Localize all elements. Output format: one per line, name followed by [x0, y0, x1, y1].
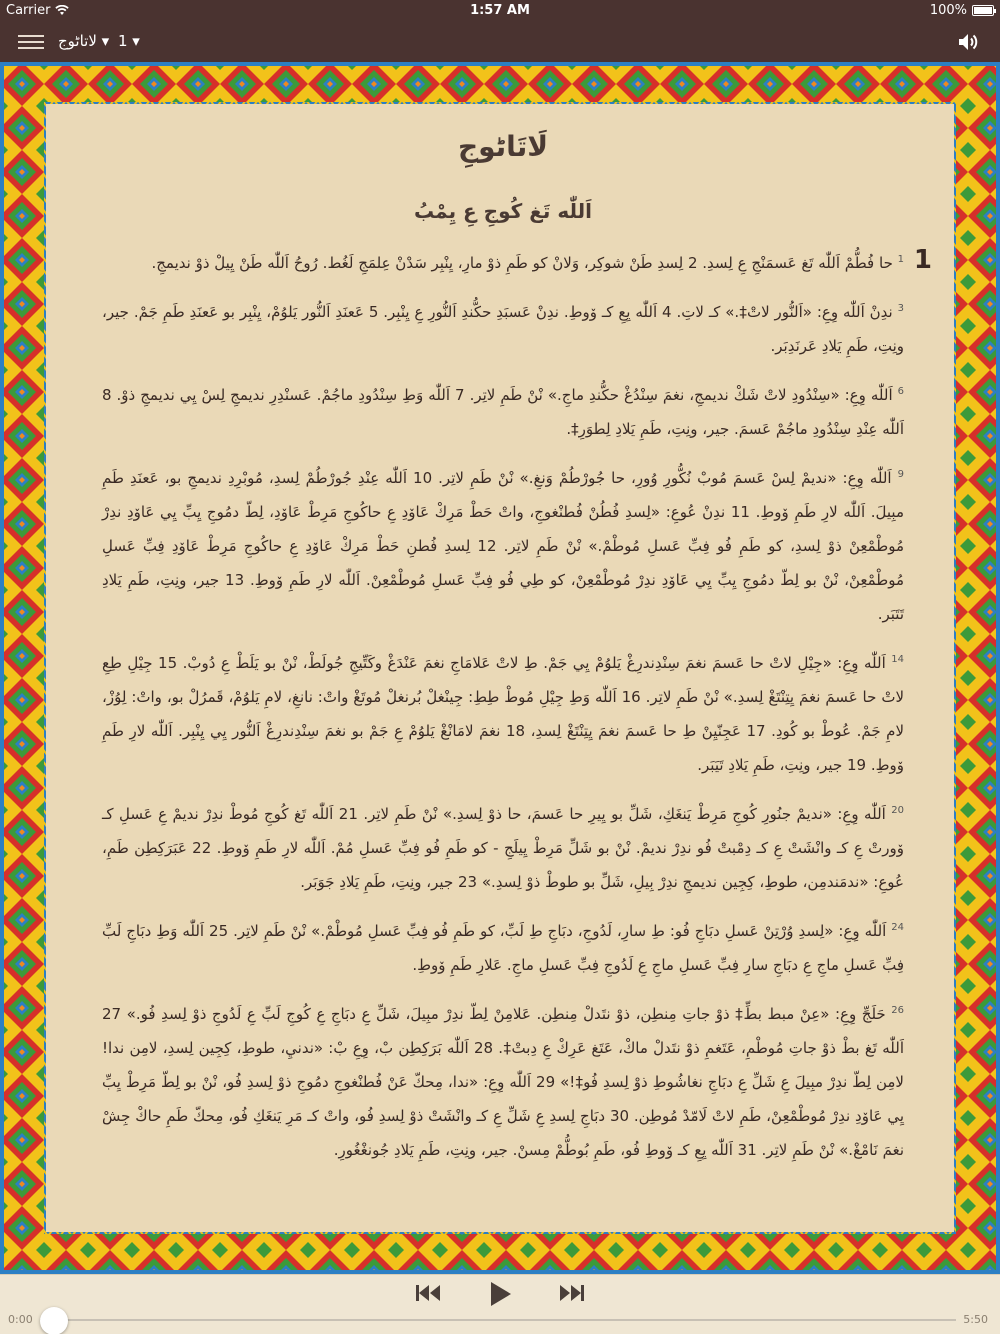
verse-text: اَللّٰه وِعِ: «لِسدِ وُرْتِنْ عَسلِ دبَاجِ فُو: طِ سارِ، لَدُوجِ، دبَاجِ طِ لَبِّ، كو طَمِ فُو فِبِّ عَسلِ مُوطْمْ.» نْنْ طَمِ لاتِر. 25 اَللّٰه وَطِ دبَاجِ لَبِّ فِبِّ عَسلِ ماجِ عِ دبَاجِ سارِ فِبِّ عَسلِ ماجِ عِ لَدُوجِ فِبِّ عَسلِ ماجِ. عَلارِ طَمِ ۆوطِ. — [102, 922, 904, 974]
verse-number: 14 — [891, 654, 904, 665]
verse-text: اَللّٰه وِعِ: «نديمْ لِسْ عَسمَ مُوبْ نُكُّورِ وُورِ، حا جُورْطُمْ وَنغِ.» نْنْ طَمِ لاتِر. 10 اَللّٰه عِنْدِ جُورْطُمْ لِسدِ، مُوبْرِدِ نديمجِ بو، عَعنَدِ طَمِ مبِيلَ. اَللّٰه لارِ طَمِ ۆوطِ. 11 ندِنْ عُوعِ: «لِسدِ فُطُنْ فُطنْغوجِ، واتْ حَطْ مَرِكْ عَاۆدِ عِ حاكُوجِ مَرِطْ عَاۆدِ، لِطّ دمُوجِ يِبِّ يِي عَاۆدِ ندِرْ مُوطْمْعِنْ ذوْ لِسدِ، كو طَمِ فُو فِبِّ عَسلِ مُوطْمْ.» نْنْ طَمِ لاتِر. 12 لِسدِ فُطنِ حَطْ مَرِكْ عَاۆدِ عِ حاكُوجِ مَرِطْ عَاۆدِ فِبِّ عَسلِ مُوطْمْعِنْ، نْنْ بو لِطّ دمُوجِ يِبِّ يِي عَاۆدِ ندِرْ مُوطْمْعِنْ، كو طِي فُو فِبِّ عَسلِ مُوطْمْعِنْ. اَللّٰه لارِ طَمِ ۆوطِ. 13 جير، ونِتِ، طَمِ يَلادِ تَتَبَر. — [102, 469, 904, 623]
verse-paragraph[interactable] — [102, 994, 904, 1167]
verse-paragraph[interactable] — [102, 643, 904, 782]
audio-player — [0, 1274, 1000, 1334]
verse-text: حا فُطُّمْ اَللّٰه تَغ عَسمَنْجِ عِ لِسدِ. 2 لِسدِ طَنْ شوكِر، وَلانْ كو طَمِ ذوْ مارِ، يِنْبِر سَدْنْ عِلمَجِ لَغُط. رُوحُ اَللّٰه طَنْ يِيلْ ذوْ نديمجِ. — [151, 254, 893, 272]
battery-icon — [972, 5, 994, 16]
verse-paragraph[interactable] — [102, 375, 904, 446]
verse-number: 6 — [897, 386, 904, 397]
carrier-label: Carrier — [6, 3, 51, 18]
verse-number: 20 — [891, 805, 904, 816]
verse-paragraph[interactable] — [102, 911, 904, 982]
progress-thumb[interactable] — [40, 1307, 68, 1334]
section-heading: اَللّٰه تَغ كُوجِ عِ يِمْبُ — [413, 199, 593, 223]
elapsed-time: 0:00 — [8, 1313, 33, 1326]
menu-icon[interactable] — [18, 31, 44, 53]
verse-number: 26 — [891, 1005, 904, 1016]
verse-paragraph[interactable] — [102, 243, 932, 280]
status-bar — [0, 0, 1000, 22]
chapter-selector[interactable]: 1 ▾ — [118, 32, 140, 50]
verse-paragraph[interactable] — [102, 794, 904, 899]
book-title: لَاتَاٹوجِ — [457, 130, 549, 163]
chapter-number: 1 — [913, 245, 932, 275]
verse-number: 1 — [897, 254, 904, 265]
battery-label: 100% — [929, 3, 967, 18]
verse-text: اَللّٰه وِعِ: «نديمْ جنُورِ كُوجِ مَرِطْ يَنغَكِ، شَلِّ بو يِيرِ حا عَسمَ، حا ذوْ لِسدِ.» نْنْ طَمِ لاتِر. 21 اَللّٰه تَغ كُوجِ مُوطْ ندِرْ نديمْ عِ عَسلِ كـ ۆورتْ عِ كـ وانْشَتْ عِ كـ دِمْبتْ فُو ندِرْ نديمْ. نْنْ بو شَلِّ مَرِطْ يِيلَجِ - كو طَمِ فُو فِبِّ عَسلِ مُمْ. اَللّٰه لارِ طَمِ ۆوطِ. 22 عَبَرَكِطِن طَمِ، عُوعِ: «ندمَندمِن، طوطِ، كِجِين نديمجِ ندِرْ بِيلِ، شَلِّ بو طوطْ ذوْ لِسدِ.» 23 جير، ونِتِ، طَمِ يَلادِ جَوَبَر. — [102, 805, 904, 891]
verse-number: 9 — [897, 469, 904, 480]
verse-paragraph[interactable] — [102, 292, 904, 363]
nav-bar — [0, 22, 1000, 62]
speaker-icon[interactable] — [956, 30, 980, 54]
book-selector[interactable]: لاتاٹوج ▾ — [58, 32, 110, 50]
status-right — [930, 3, 994, 18]
verse-text: اَللّٰه وِعِ: «سِنْدُودِ لاتْ شَكْ نديمجِ، نغمَ سِنْدُغْ حكُّندِ ماجِ.» نْنْ طَمِ لاتِر. 7 اَللّٰه وَطِ سِنْدُودِ ماجُمْ. عَسنْدِرِ نديمجِ لِسْ يِي نديمجِ ذوْ. 8 اَللّٰه عِنْدِ سِنْدُودِ ماجُمْ عَسمَ. جير، ونِتِ، طَمِ يَلادِ لِطوَرِ‡. — [102, 386, 904, 438]
verse-number: 24 — [891, 922, 905, 933]
play-icon[interactable] — [487, 1280, 513, 1308]
progress-slider[interactable] — [40, 1319, 956, 1321]
verse-text: اَللّٰه وِعِ: «جِيْلِ لاتْ حا عَسمَ نغمَ سِنْدِندرِغْ يَلوُمْ يِي جَمْ. طِ لاتْ عَلامَاجِ نغمَ عَنْدَغْ وكَتِّيجِ جُولَطْ، نْنْ بو يَلَطْ عِ دُوبْ. 15 جِيْلِ طِعِ لاتْ حا عَسمَ نغمَ يِتِنْتَغْ لِسدِ.» نْنْ طَمِ لاتِر. 16 اَللّٰه وَطِ جِيْلِ مُوطْ طِطِ: جِينْغلْ بُرنغلْ مُوتَغْ واتْ: نانغِ، لامِ يَلوُمْ، قَمرُلْ بو، واتْ: لِوُزْ، لامِ جَمْ. عُوطْ بو كُودِ. 17 عَجِنّيِنْ طِ حا عَسمَ نغمَ يِتِنْتَغْ لِسدِ، 18 نغمَ لامَانْغْ يَلوُمْ عِ جَمْ بو نغمَ سِنْدِندرِغْ اَلنُّور يِي يِنْبِر. اَللّٰه لارِ طَمِ ۆوطِ. 19 جير، ونِتِ، طَمِ يَلادِ تَيَبَر. — [102, 654, 905, 774]
skip-forward-icon[interactable] — [558, 1281, 586, 1305]
status-time: 1:57 AM — [470, 3, 530, 18]
verse-number: 3 — [897, 303, 904, 314]
verse-text: ندِنْ اَللّٰه وِعِ: «اَلنُّور لاتْ‡.» كـ لاتِ. 4 اَللّٰه يِعِ كـ ۆوطِ. ندِنْ عَسبَدِ حكُّندِ اَلنُّورِ عِ يِنْبِر. 5 عَعنَدِ اَلنُّور يَلوُمْ، يِنْبِر بو عَعنَدِ طَمِ جَمْ. جير، ونِتِ، طَمِ يَلادِ عَرنَدِبَر. — [102, 303, 904, 355]
total-time: 5:50 — [963, 1313, 988, 1326]
verse-text: حَلَجِّ وِعِ: «عِنْ مبط بطِّ‡ ذوْ جاتِ مِنطِن، ذوْ نتَدلْ مِنطِن. عَلامِنْ لِطّ ندِرْ مبِيلَ، شَلِّ عِ دبَاجِ عِ كُوجِ لَبِّ عِ لَدُوجِ ذوْ لِسدِ فُو.» 27 اَللّٰه تَغ بطْ ذوْ جاتِ مُوطْمِ، عَتَغمِ ذوْ نتَدلْ ماكْ، عَتَغ عَرِكْ عِ دِبتْ‡. 28 اَللّٰه بَرَكِطِن بْ، وِعِ بْ: «ندنيِ، طوطِ، كِجِين لِسدِ، لامِن ندا! لامِن لِطّ ندِرْ مبِيلَ عِ شَلِّ عِ دبَاجِ نغاشُوطِ ذوْ لِسدِ فُو‡!» 29 اَللّٰه وِعِ: «ندا، مِحكّ عَنْ فُطنْغوجِ دمُوجِ ذوْ لِسدِ فُو، نْنْ بو لِطّ مَرِطْ يِبِّ يِي عَاۆدِ ندِرْ مُوطْمْعِنْ، طَمِ لاتْ لَامّدْ مُوطِن. 30 دبَاجِ لِسدِ عِ شَلِّ عِ كـ وانْشَتْ ذوْ لِسدِ فُو، واتْ كـ مَرِ يَنغَكِ فُو، مِحكّ طَمِ حاكْ جِشْ نغمَ نَامْغْ.» نْنْ طَمِ لاتِر. 31 اَللّٰه يِعِ كـ ۆوطِ فُو، طَمِ بُوطُّمْ مِسنْ. جير، ونِتِ، طَمِ يَلادِ جُونغْغُورِ. — [102, 1005, 904, 1159]
skip-back-icon[interactable] — [414, 1281, 442, 1305]
reading-page — [50, 108, 950, 1222]
verse-paragraph[interactable] — [102, 458, 904, 631]
chapter-content — [102, 120, 932, 1179]
